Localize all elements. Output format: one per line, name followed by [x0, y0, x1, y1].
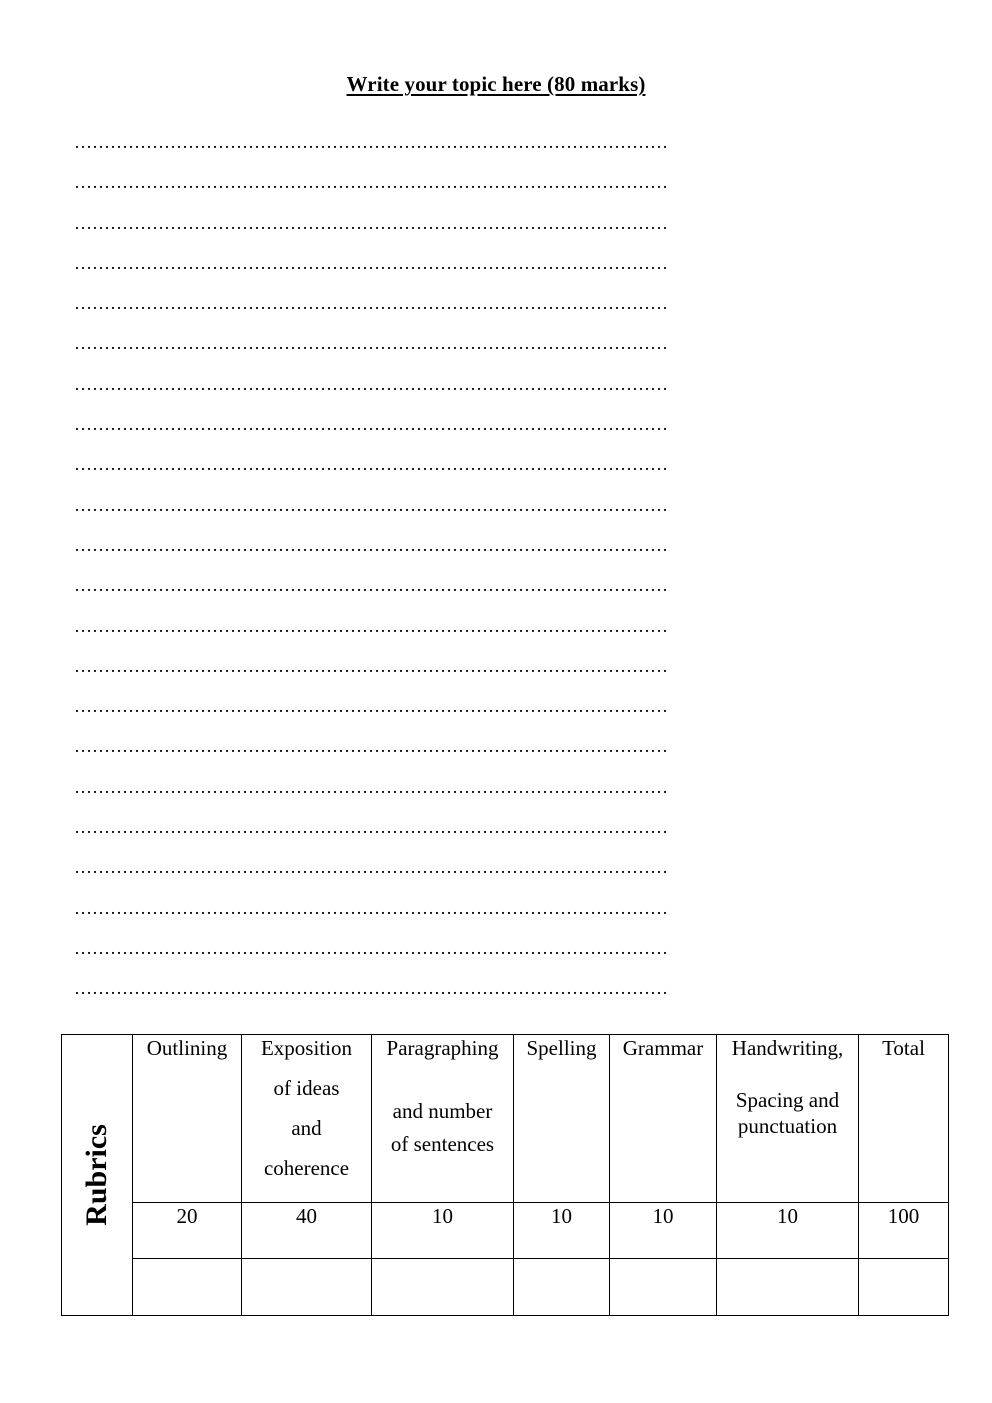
score-entry-handwriting[interactable] [717, 1259, 859, 1316]
marks-paragraphing: 10 [372, 1203, 514, 1259]
header-handwriting [717, 1035, 859, 1203]
header-grammar [610, 1035, 717, 1203]
rubrics-table [61, 1034, 949, 1316]
header-exposition-line: Exposition [260, 1036, 352, 1060]
writing-line[interactable]: ……………………………………………………………………………………… [74, 937, 668, 958]
header-exposition-line: of ideas [273, 1076, 340, 1100]
writing-line[interactable]: ……………………………………………………………………………………… [74, 655, 668, 676]
header-handwriting-line: Handwriting, [731, 1036, 844, 1060]
header-paragraphing [372, 1035, 514, 1203]
header-outlining-label: Outlining [146, 1036, 228, 1060]
marks-handwriting: 10 [717, 1203, 859, 1259]
score-entry-paragraphing[interactable] [372, 1259, 514, 1316]
writing-line[interactable]: ……………………………………………………………………………………… [74, 575, 668, 596]
header-spelling [514, 1035, 610, 1203]
writing-line[interactable]: ……………………………………………………………………………………… [74, 494, 668, 515]
writing-line[interactable]: ……………………………………………………………………………………… [74, 414, 668, 435]
writing-area[interactable] [74, 128, 914, 1015]
header-paragraphing-line: Paragraphing [386, 1036, 499, 1060]
score-entry-total[interactable] [859, 1259, 949, 1316]
marks-total: 100 [859, 1203, 949, 1259]
header-total [859, 1035, 949, 1203]
score-entry-grammar[interactable] [610, 1259, 717, 1316]
writing-line[interactable]: ……………………………………………………………………………………… [74, 534, 668, 555]
writing-line[interactable]: ……………………………………………………………………………………… [74, 454, 668, 475]
rubrics-label: Rubrics [80, 1124, 113, 1226]
marks-spelling: 10 [514, 1203, 610, 1259]
score-entry-spelling[interactable] [514, 1259, 610, 1316]
writing-line[interactable]: ……………………………………………………………………………………… [74, 696, 668, 717]
header-spelling-label: Spelling [526, 1036, 597, 1060]
header-outlining [133, 1035, 242, 1203]
header-handwriting-line: punctuation [737, 1114, 838, 1138]
writing-line[interactable]: ……………………………………………………………………………………… [74, 212, 668, 233]
header-handwriting-line: Spacing and [735, 1088, 840, 1112]
writing-line[interactable]: ……………………………………………………………………………………… [74, 776, 668, 797]
rubrics-score-entry-row [62, 1259, 949, 1316]
writing-line[interactable]: ……………………………………………………………………………………… [74, 373, 668, 394]
marks-grammar: 10 [610, 1203, 717, 1259]
rubrics-header-row [62, 1035, 949, 1203]
header-exposition [242, 1035, 372, 1203]
header-grammar-label: Grammar [622, 1036, 704, 1060]
writing-line[interactable]: ……………………………………………………………………………………… [74, 293, 668, 314]
writing-line[interactable]: ……………………………………………………………………………………… [74, 333, 668, 354]
marks-exposition: 40 [242, 1203, 372, 1259]
page-title: Write your topic here (80 marks) [346, 72, 646, 96]
writing-line[interactable]: ……………………………………………………………………………………… [74, 857, 668, 878]
header-exposition-line: coherence [263, 1156, 350, 1180]
rubrics-label-cell [62, 1035, 133, 1316]
header-exposition-line: and [291, 1116, 322, 1140]
score-entry-outlining[interactable] [133, 1259, 242, 1316]
score-entry-exposition[interactable] [242, 1259, 372, 1316]
writing-line[interactable]: ……………………………………………………………………………………… [74, 172, 668, 193]
marks-outlining: 20 [133, 1203, 242, 1259]
writing-line[interactable]: ……………………………………………………………………………………… [74, 252, 668, 273]
header-total-label: Total [882, 1036, 925, 1060]
header-paragraphing-line: of sentences [390, 1132, 495, 1156]
writing-line[interactable]: ……………………………………………………………………………………… [74, 736, 668, 757]
writing-line[interactable]: ……………………………………………………………………………………… [74, 978, 668, 999]
writing-line[interactable]: ……………………………………………………………………………………… [74, 897, 668, 918]
rubrics-marks-row [62, 1203, 949, 1259]
header-paragraphing-line: and number [392, 1099, 493, 1123]
writing-line[interactable]: ……………………………………………………………………………………… [74, 132, 668, 152]
writing-line[interactable]: ……………………………………………………………………………………… [74, 615, 668, 636]
writing-line[interactable]: ……………………………………………………………………………………… [74, 817, 668, 838]
